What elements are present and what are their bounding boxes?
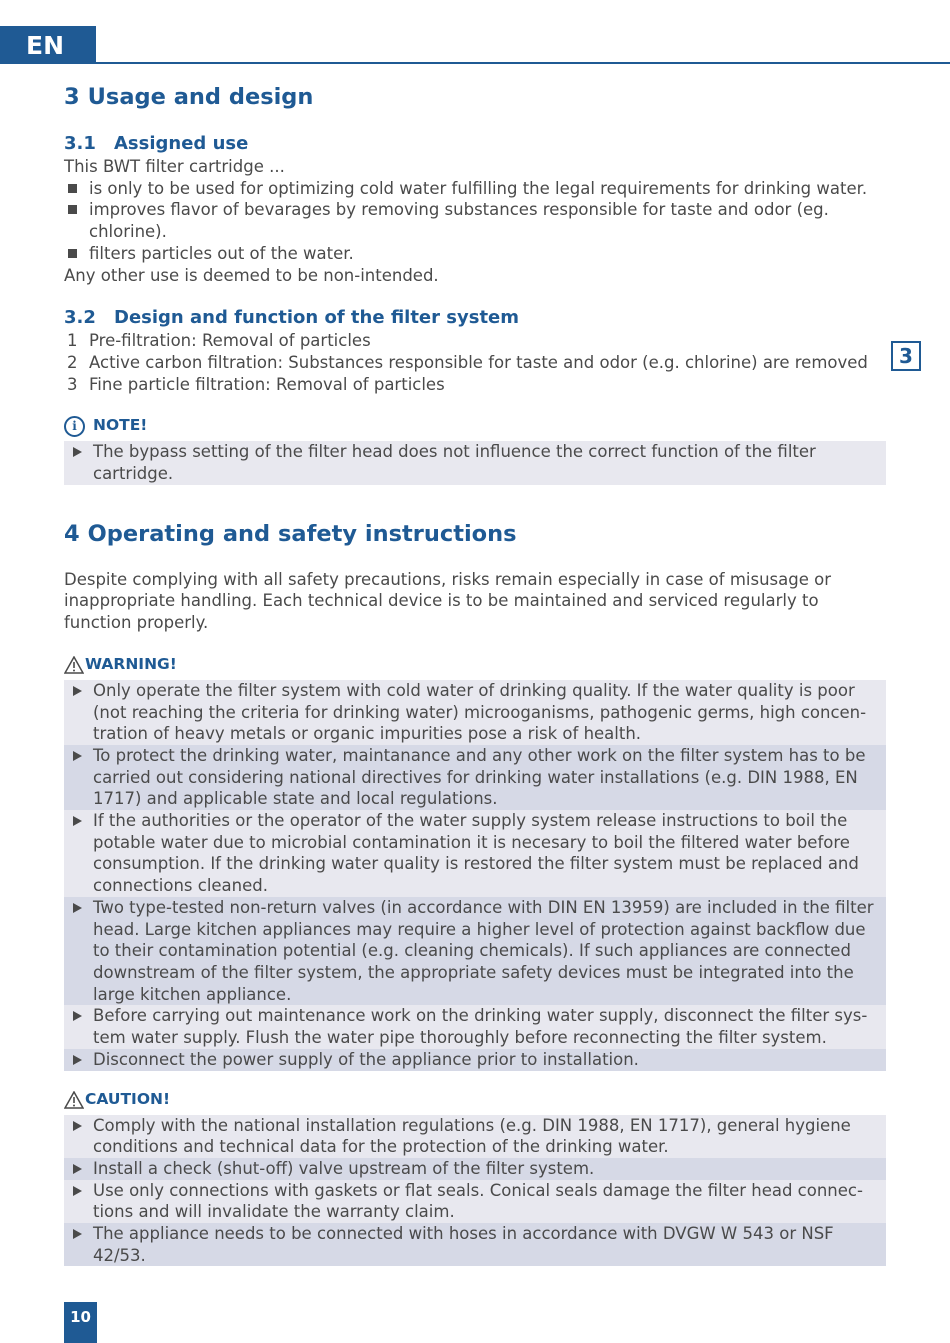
list-item bbox=[64, 374, 886, 396]
item-number: 2 bbox=[67, 352, 78, 372]
caution-item: Use only connections with gaskets or flat seals. Conical seals damage the filter head connec-tions and will invalidate the warranty claim. bbox=[64, 1180, 886, 1223]
caution-triangle-icon bbox=[64, 1091, 84, 1109]
caution-label: CAUTION! bbox=[85, 1089, 171, 1108]
caution-item: The appliance needs to be connected with hoses in accordance with DVGW W 543 or NSF 42/53. bbox=[64, 1223, 886, 1266]
intro-text: Despite complying with all safety precautions, risks remain especially in case of misusage or inappropriate handling. Each technical device is to be maintained and serviced regularly to function properly. bbox=[64, 569, 832, 633]
caution-list bbox=[64, 1115, 886, 1267]
usage-bullet-list bbox=[64, 178, 886, 265]
page-number: 10 bbox=[64, 1302, 97, 1343]
caution-item: Install a check (shut-off) valve upstream of the filter system. bbox=[64, 1158, 886, 1180]
note-label: NOTE! bbox=[93, 416, 148, 435]
warning-item: If the authorities or the operator of the water supply system release instructions to boil the potable water due to microbial contamination it is necesary to boil the filtered water before consumption. If the drinking water quality is restored the filter system must be replaced and connections cleaned. bbox=[64, 810, 886, 897]
warning-heading bbox=[64, 654, 886, 676]
page-content bbox=[64, 82, 886, 1266]
caution-item: Comply with the national installation regulations (e.g. DIN 1988, EN 1717), general hygiene conditions and technical data for the protection of the drinking water. bbox=[64, 1115, 886, 1158]
section-4-heading bbox=[64, 519, 886, 549]
list-item: filters particles out of the water. bbox=[64, 243, 886, 265]
warning-item: To protect the drinking water, maintanance and any other work on the filter system has to be carried out considering national directives for drinking water installations (e.g. DIN 1988, EN 1717) and applicable state and local regulations. bbox=[64, 745, 886, 810]
item-text: Active carbon filtration: Substances responsible for taste and odor (e.g. chlorine) are removed bbox=[89, 352, 868, 372]
warning-item: Disconnect the power supply of the appliance prior to installation. bbox=[64, 1049, 886, 1071]
section-number: 3 bbox=[64, 84, 80, 110]
note-heading bbox=[64, 415, 886, 437]
header-rule bbox=[96, 62, 950, 64]
section-number: 4 bbox=[64, 520, 80, 547]
section-title: Usage and design bbox=[87, 84, 314, 110]
warning-label: WARNING! bbox=[85, 654, 177, 673]
warning-item: Only operate the filter system with cold water of drinking quality. If the water quality is poor (not reaching the criteria for drinking water) microoganisms, pathogenic germs, high concen-tration of heavy metals or organic impurities pose a risk of health. bbox=[64, 680, 886, 745]
subsection-title: Design and function of the filter system bbox=[114, 307, 520, 329]
section-3-heading bbox=[64, 82, 886, 112]
item-text: Pre-filtration: Removal of particles bbox=[89, 331, 371, 351]
component-list bbox=[64, 330, 886, 395]
list-item: improves flavor of bevarages by removing substances responsible for taste and odor (eg. chlorine). bbox=[64, 199, 886, 242]
list-item: is only to be used for optimizing cold water fulfilling the legal requirements for drinking water. bbox=[64, 178, 886, 200]
chapter-tab: 3 bbox=[891, 341, 921, 371]
subsection-3-1-heading bbox=[64, 132, 886, 156]
note-item: The bypass setting of the filter head does not influence the correct function of the filter cartridge. bbox=[64, 441, 886, 484]
info-icon: i bbox=[64, 416, 85, 437]
subsection-number: 3.1 bbox=[64, 133, 96, 154]
note-list bbox=[64, 441, 886, 484]
list-item bbox=[64, 352, 886, 374]
warning-item: Before carrying out maintenance work on the drinking water supply, disconnect the filter sys-tem water supply. Flush the water pipe thoroughly before reconnecting the filter system. bbox=[64, 1005, 886, 1048]
outro-text: Any other use is deemed to be non-intended. bbox=[64, 265, 439, 285]
subsection-title: Assigned use bbox=[114, 133, 249, 154]
item-number: 1 bbox=[67, 331, 78, 351]
item-text: Fine particle filtration: Removal of particles bbox=[89, 374, 445, 394]
subsection-3-2-heading bbox=[64, 306, 886, 330]
warning-item: Two type-tested non-return valves (in accordance with DIN EN 13959) are included in the filter head. Large kitchen appliances may require a higher level of protection against backflow due to their contamination potential (e.g. cleaning chemicals). If such appliances are connected downstream of the filter system, the appropriate safety devices must be integrated into the large kitchen appliance. bbox=[64, 897, 886, 1006]
intro-text: This BWT filter cartridge ... bbox=[64, 157, 285, 176]
warning-list bbox=[64, 680, 886, 1071]
language-tab: EN bbox=[0, 26, 96, 64]
subsection-number: 3.2 bbox=[64, 307, 96, 329]
warning-triangle-icon bbox=[64, 656, 84, 674]
list-item bbox=[64, 330, 886, 352]
item-number: 3 bbox=[67, 374, 78, 394]
caution-heading bbox=[64, 1089, 886, 1111]
section-title: Operating and safety instructions bbox=[87, 520, 517, 547]
